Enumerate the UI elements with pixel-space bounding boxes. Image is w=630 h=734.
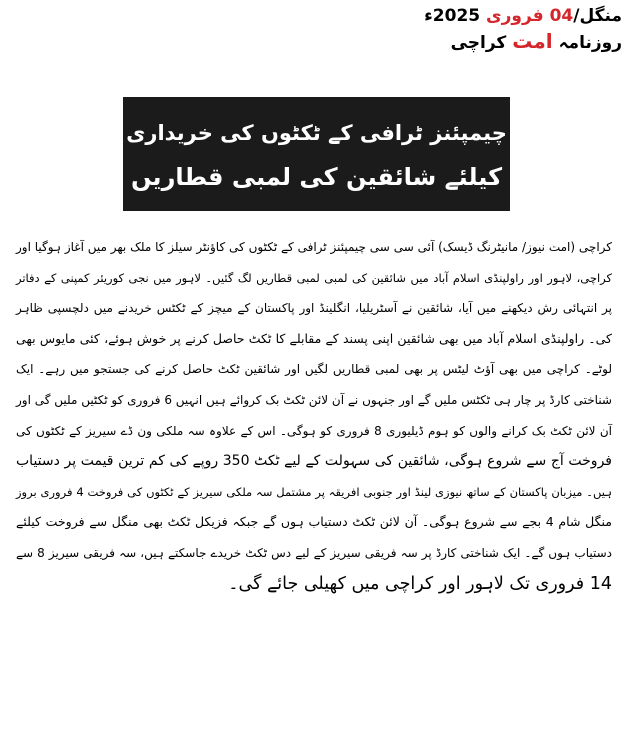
article-line: شناختی کارڈ پر چار ہی ٹکٹس ملیں گے اور جنہوں نے آن لائن ٹکٹ بک کروائے ہیں انہیں 6 فروری کو ٹکٹیں ملیں گی اور (16, 392, 612, 407)
article-line: لوٹے۔ کراچی میں بھی آؤٹ لیٹس پر بھی لمبی قطاریں لگیں اور شائقین ٹکٹ حاصل کرنے کی جستجو میں رہے۔ ایک (16, 362, 612, 377)
article-body (16, 232, 612, 599)
article-line: 14 فروری تک لاہور اور کراچی میں کھیلی جائے گی۔ (228, 573, 612, 594)
paper-city: کراچی (450, 33, 507, 53)
article-line: آن لائن ٹکٹ بک کرانے والوں کو ہوم ڈیلیوری 8 فروری کو ہوگی۔ اس کے علاوہ سہ ملکی ون ڈے سیریز کے ٹکٹوں کی (16, 423, 612, 438)
paper-prefix: روزنامہ (558, 33, 622, 53)
paper-title: امت (512, 29, 553, 53)
article-line: کراچی (امت نیوز/ مانیٹرنگ ڈیسک) آئی سی سی چیمپئنز ٹرافی کے ٹکٹوں کی کاؤنٹر سیلز کا ملک بھر میں آغاز ہوگیا اور (16, 240, 612, 254)
year: 2025ء (424, 6, 481, 26)
headline-line-1: چیمپئنز ٹرافی کے ٹکٹوں کی خریداری (126, 121, 507, 145)
month: فروری (486, 6, 544, 26)
article-line: ہیں۔ میزبان پاکستان کے ساتھ نیوزی لینڈ اور جنوبی افریقہ پر مشتمل سہ ملکی سیریز کے ٹکٹوں کی فروخت 4 فروری بروز (16, 484, 612, 499)
article-line: فروخت آج سے شروع ہوگی، شائقین کی سہولت کے لیے ٹکٹ 350 روپے کی کم ترین قیمت پر دستیاب (16, 453, 612, 470)
date-line (322, 4, 622, 28)
headline-line-2: کیلئے شائقین کی لمبی قطاریں (130, 163, 503, 191)
day: 04 (549, 6, 574, 26)
weekday: منگل/ (573, 6, 622, 26)
article-line: کراچی، لاہور اور راولپنڈی اسلام آباد میں شائقین کی لمبی لمبی قطاریں لگ گئیں۔ لاہور میں نجی کوریئر کمپنی کے دفاتر (16, 270, 612, 285)
article-line: پر انتہائی رش دیکھنے میں آیا، شائقین نے آسٹریلیا، انگلینڈ اور پاکستان کے میچز کے ٹکٹس خریدنے میں دلچسپی ظاہر (16, 301, 612, 316)
headline-box (123, 97, 510, 211)
article-line: کی۔ راولپنڈی اسلام آباد میں بھی شائقین اپنی پسند کے مقابلے کا ٹکٹ حاصل کرنے پر خوش ہوئے، کئی مایوس بھی (16, 330, 612, 346)
article-line: منگل شام 4 بجے سے شروع ہوگی۔ آن لائن ٹکٹ دستیاب ہوں گے جبکہ فزیکل ٹکٹ بھی منگل سے فروخت کیلئے (16, 514, 612, 530)
article-line: دستیاب ہوں گے۔ ایک شناختی کارڈ پر سہ فریقی سیریز کے لیے دس ٹکٹ خریدے جاسکتے ہیں، سہ فریقی سیریز 8 سے (16, 545, 612, 560)
masthead (322, 4, 622, 56)
newspaper-name (322, 28, 622, 56)
